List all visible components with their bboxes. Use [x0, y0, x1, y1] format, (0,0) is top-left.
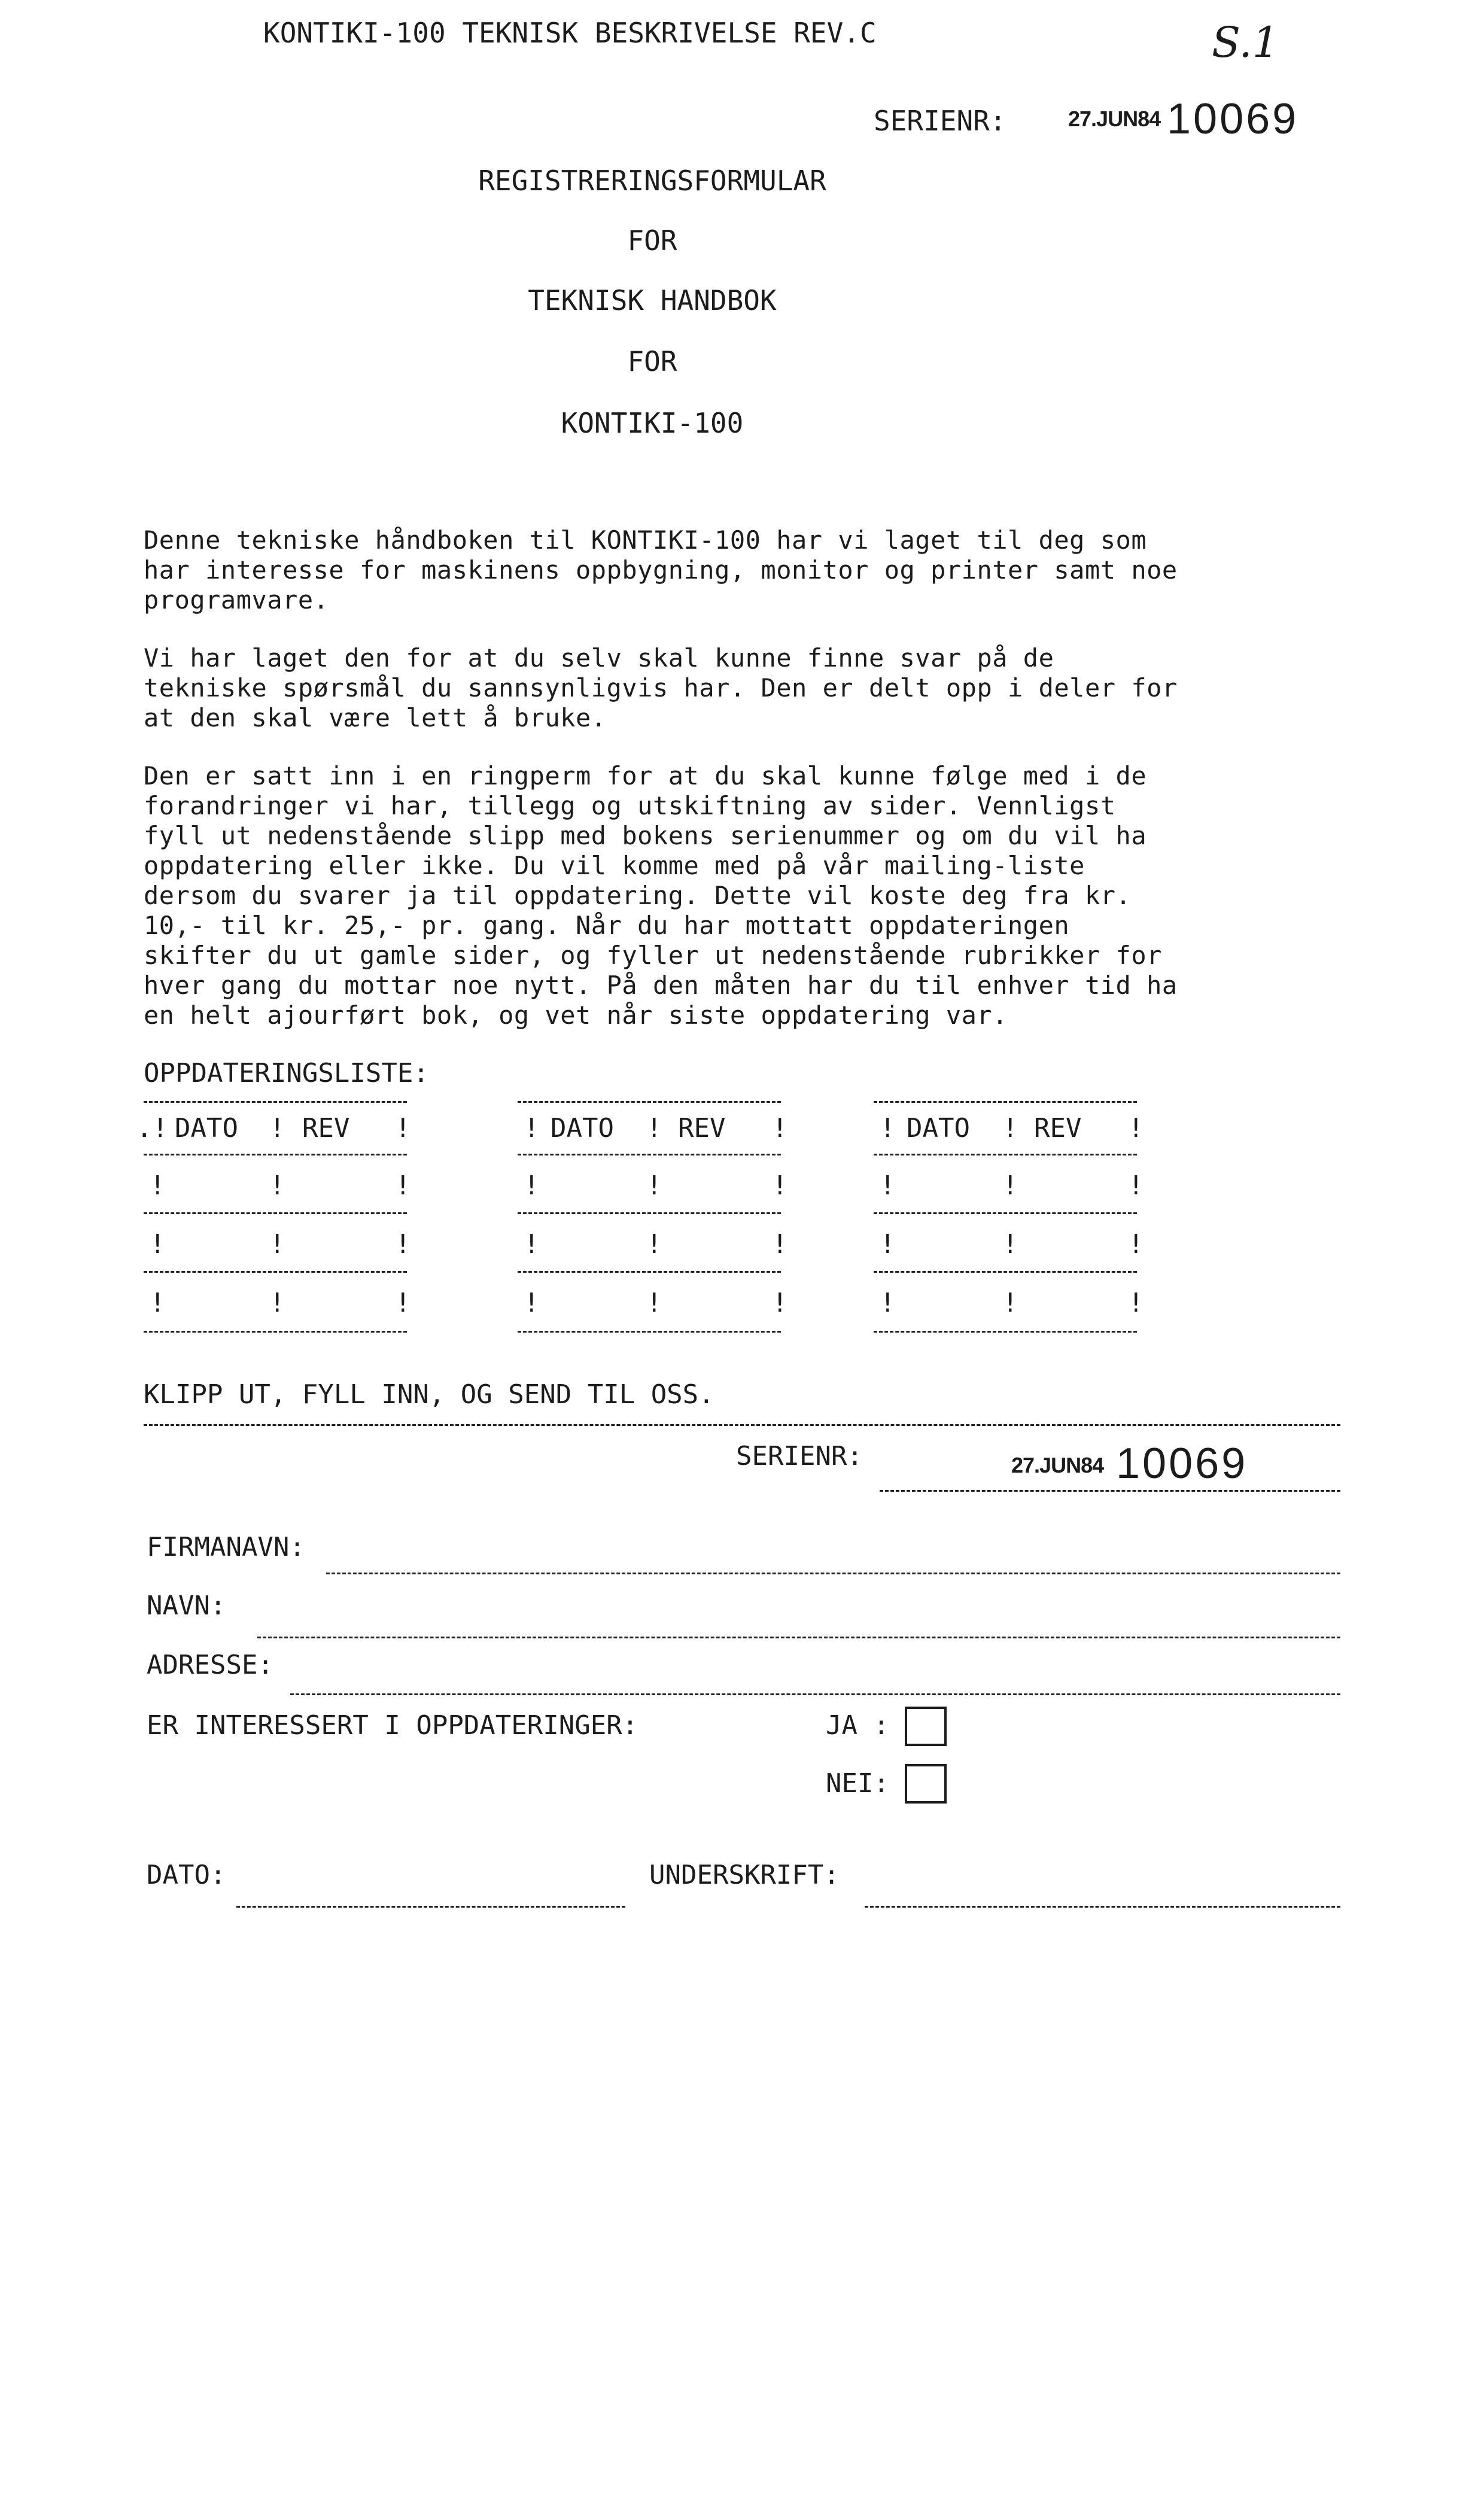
rev-column-header: REV: [678, 1113, 726, 1144]
purpose-paragraph: [144, 643, 1340, 733]
update-table-header: [136, 1113, 413, 1144]
no-checkbox[interactable]: [905, 1764, 947, 1804]
column-divider: .!: [136, 1113, 168, 1144]
cut-out-instruction: KLIPP UT, FYLL INN, OG SEND TIL OSS.: [144, 1379, 714, 1410]
paragraph-line: Den er satt inn i en ringperm for at du skal kunne følge med i de: [144, 761, 1147, 790]
column-divider: !: [395, 1170, 411, 1201]
column-divider: !: [269, 1288, 285, 1318]
column-divider: !: [269, 1229, 285, 1260]
column-divider: !: [772, 1170, 788, 1201]
form-serial-label: SERIENR:: [736, 1441, 863, 1471]
address-field[interactable]: [290, 1693, 1340, 1695]
update-info-paragraph: [144, 761, 1340, 1030]
title-technical-handbook: TEKNISK HANDBOK: [528, 284, 777, 317]
serial-stamp-number: 10069: [1167, 95, 1299, 143]
name-field[interactable]: [257, 1637, 1340, 1638]
column-divider: !: [1128, 1229, 1144, 1260]
column-divider: !: [1128, 1170, 1144, 1201]
paragraph-line: at den skal være lett å bruke.: [144, 703, 607, 732]
paragraph-line: 10,- til kr. 25,- pr. gang. Når du har mottatt oppdateringen: [144, 911, 1070, 940]
update-table-header: [518, 1113, 787, 1143]
column-divider: !: [524, 1288, 540, 1318]
date-column-header: DATO: [551, 1113, 614, 1144]
table-row[interactable]: [874, 1170, 1143, 1200]
date-field[interactable]: [236, 1906, 625, 1908]
column-divider: !: [150, 1288, 166, 1318]
table-row[interactable]: [144, 1229, 413, 1259]
column-divider: !: [395, 1113, 411, 1144]
column-divider: !: [1002, 1229, 1018, 1260]
title-product-name: KONTIKI-100: [561, 407, 744, 439]
table-row[interactable]: [874, 1229, 1143, 1259]
paragraph-line: dersom du svarer ja til oppdatering. Dette vil koste deg fra kr.: [144, 881, 1132, 910]
column-divider: !: [395, 1288, 411, 1318]
date-column-header: DATO: [175, 1113, 238, 1144]
yes-label: JA :: [826, 1710, 889, 1741]
date-column-header: DATO: [907, 1113, 970, 1144]
paragraph-line: hver gang du mottar noe nytt. På den måten har du til enhver tid ha: [144, 971, 1178, 1000]
table-row[interactable]: [144, 1170, 413, 1200]
paragraph-line: Vi har laget den for at du selv skal kunne finne svar på de: [144, 643, 1054, 673]
column-divider: !: [1002, 1113, 1018, 1144]
company-name-label: FIRMANAVN:: [147, 1532, 305, 1562]
column-divider: !: [150, 1170, 166, 1201]
table-row[interactable]: [518, 1170, 787, 1200]
cut-line: [144, 1424, 1340, 1426]
paragraph-line: oppdatering eller ikke. Du vil komme med på vår mailing-liste: [144, 851, 1085, 880]
rev-column-header: REV: [302, 1113, 350, 1144]
company-name-field[interactable]: [326, 1573, 1340, 1574]
serial-stamp-date: 27.JUN84: [1068, 107, 1161, 131]
yes-checkbox[interactable]: [905, 1707, 947, 1746]
date-label: DATO:: [147, 1860, 226, 1890]
table-row[interactable]: [518, 1229, 787, 1259]
serial-field-line[interactable]: [880, 1490, 1340, 1492]
signature-field[interactable]: [865, 1906, 1340, 1908]
serial-number-label: SERIENR:: [874, 105, 1006, 137]
column-divider: !: [269, 1170, 285, 1201]
column-divider: !: [646, 1170, 662, 1201]
intro-paragraph: [144, 525, 1340, 615]
document-header-title: KONTIKI-100 TEKNISK BESKRIVELSE REV.C: [263, 17, 877, 49]
paragraph-line: tekniske spørsmål du sannsynligvis har. Den er delt opp i deler for: [144, 673, 1178, 702]
column-divider: !: [1002, 1288, 1018, 1318]
column-divider: !: [880, 1113, 896, 1144]
paragraph-line: har interesse for maskinens oppbygning, monitor og printer samt noe: [144, 555, 1178, 585]
column-divider: !: [1128, 1113, 1144, 1144]
update-table-header: [874, 1113, 1143, 1143]
column-divider: !: [646, 1113, 662, 1144]
column-divider: !: [524, 1113, 540, 1144]
update-list-label: OPPDATERINGSLISTE:: [144, 1058, 429, 1088]
address-label: ADRESSE:: [147, 1650, 273, 1680]
table-row[interactable]: [518, 1288, 787, 1318]
column-divider: !: [880, 1229, 896, 1260]
update-interest-label: ER INTERESSERT I OPPDATERINGER:: [147, 1710, 638, 1741]
column-divider: !: [880, 1170, 896, 1201]
table-row[interactable]: [144, 1288, 413, 1318]
paragraph-line: programvare.: [144, 585, 329, 615]
rev-column-header: REV: [1034, 1113, 1082, 1144]
column-divider: !: [524, 1170, 540, 1201]
paragraph-line: Denne tekniske håndboken til KONTIKI-100 har vi laget til deg som: [144, 525, 1147, 555]
paragraph-line: fyll ut nedenstående slipp med bokens serienummer og om du vil ha: [144, 821, 1147, 850]
paragraph-line: forandringer vi har, tillegg og utskiftning av sider. Vennligst: [144, 791, 1116, 820]
column-divider: !: [772, 1113, 788, 1144]
table-row[interactable]: [874, 1288, 1143, 1318]
column-divider: !: [646, 1229, 662, 1260]
column-divider: !: [880, 1288, 896, 1318]
column-divider: !: [1002, 1170, 1018, 1201]
column-divider: !: [646, 1288, 662, 1318]
title-for-1: FOR: [627, 224, 677, 257]
column-divider: !: [524, 1229, 540, 1260]
column-divider: !: [269, 1113, 285, 1144]
name-label: NAVN:: [147, 1590, 226, 1621]
signature-label: UNDERSKRIFT:: [649, 1860, 840, 1890]
column-divider: !: [1128, 1288, 1144, 1318]
form-serial-stamp-number: 10069: [1116, 1440, 1248, 1488]
column-divider: !: [772, 1288, 788, 1318]
no-label: NEI:: [826, 1768, 889, 1799]
title-for-2: FOR: [627, 345, 677, 378]
form-title: REGISTRERINGSFORMULAR: [478, 165, 826, 197]
paragraph-line: skifter du ut gamle sider, og fyller ut nedenstående rubrikker for: [144, 941, 1162, 970]
column-divider: !: [772, 1229, 788, 1260]
column-divider: !: [150, 1229, 166, 1260]
handwritten-page-number: S.1: [1212, 18, 1279, 67]
column-divider: !: [395, 1229, 411, 1260]
form-serial-stamp-date: 27.JUN84: [1011, 1453, 1104, 1477]
paragraph-line: en helt ajourført bok, og vet når siste oppdatering var.: [144, 1000, 1008, 1030]
